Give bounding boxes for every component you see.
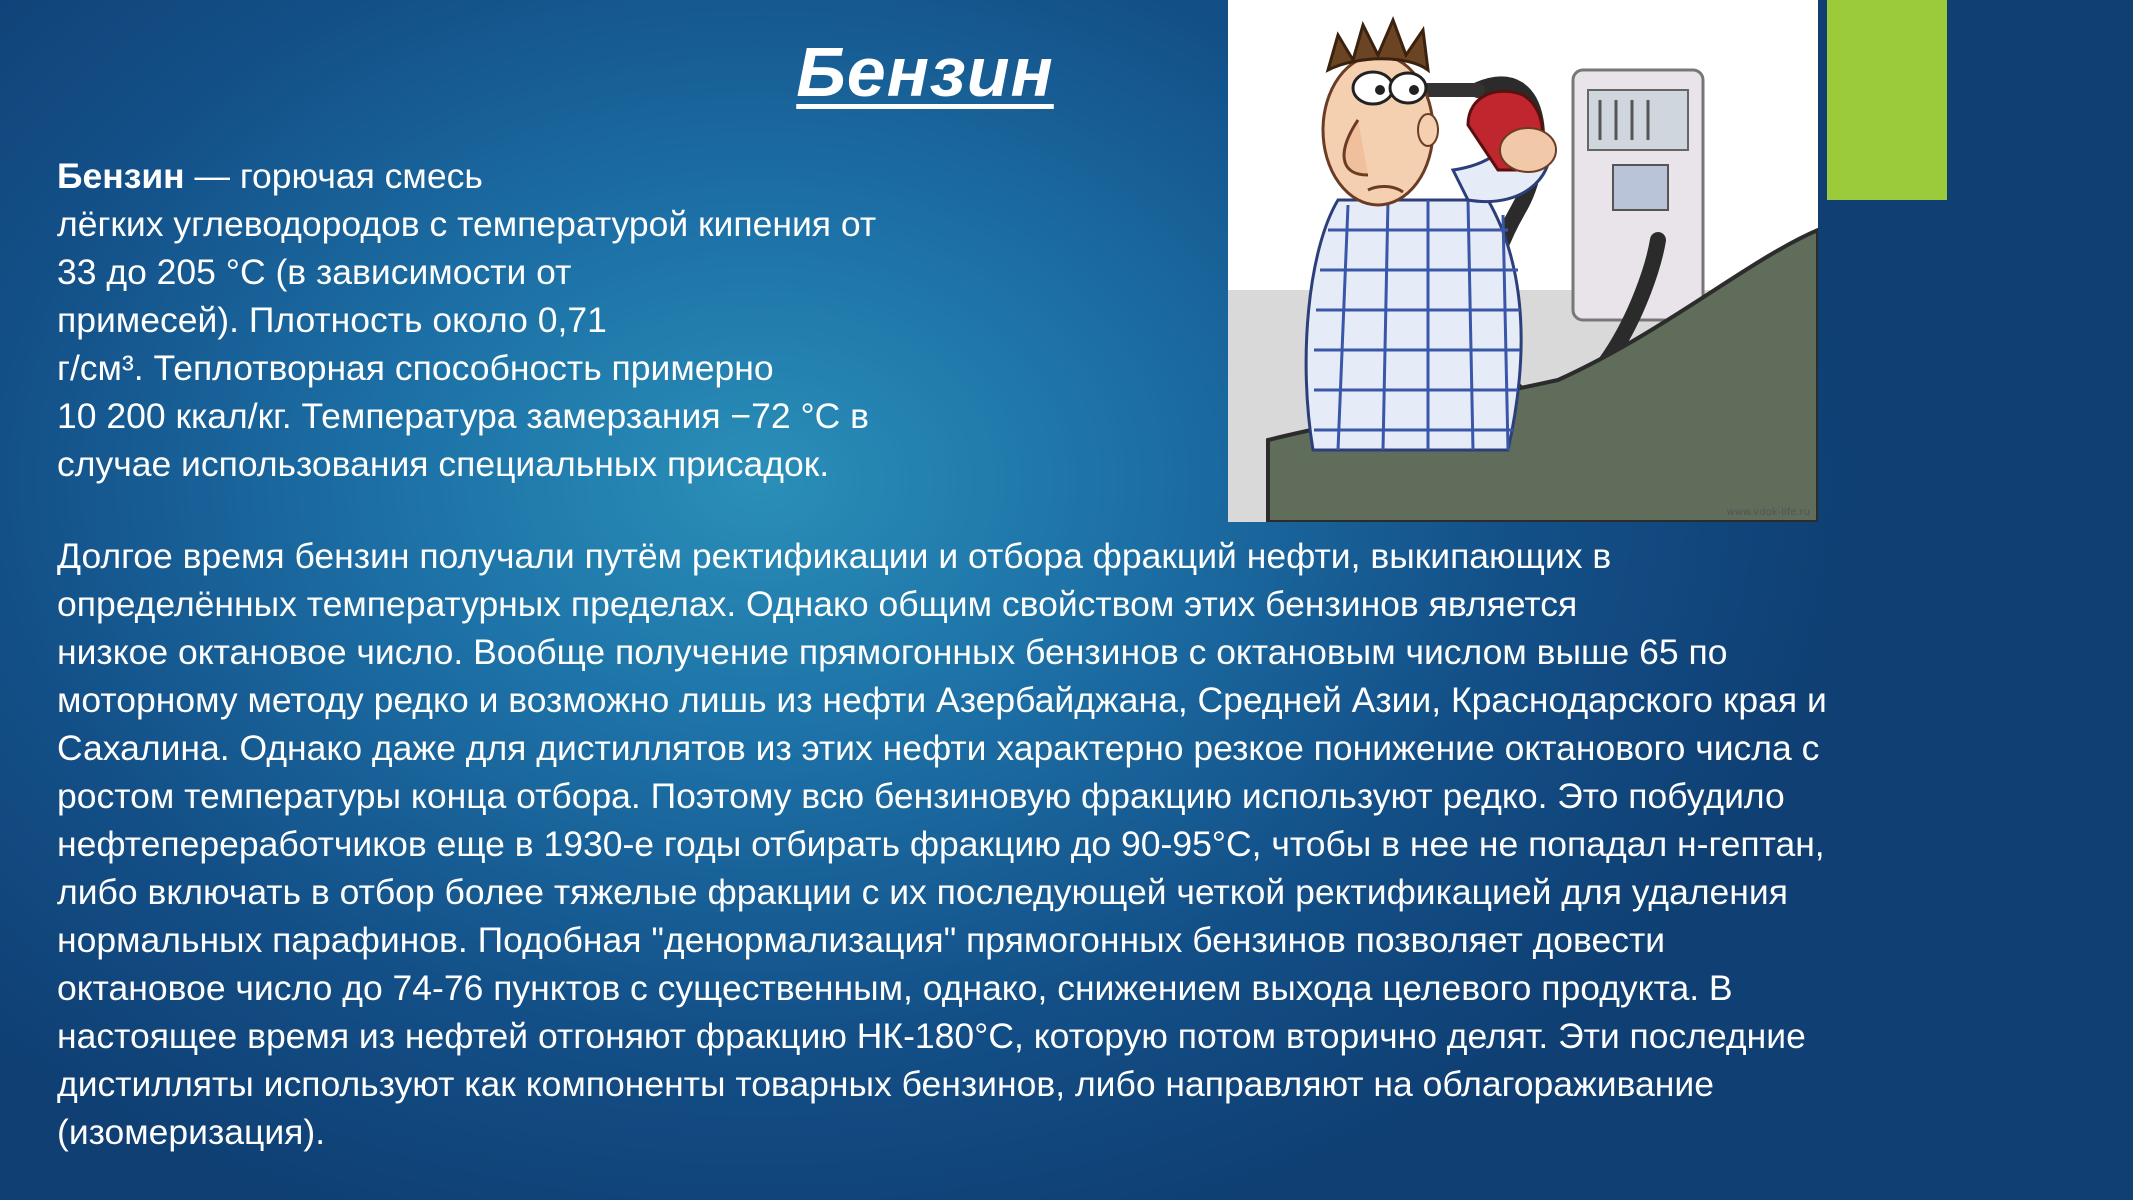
body-line: настоящее время из нефтей отгоняют фракцию НК-180°С, которую потом вторично делят. Эти последние — [57, 1016, 1806, 1056]
body-line: октановое число до 74-76 пунктов с существенным, однако, снижением выхода целевого продукта. В — [57, 968, 1733, 1008]
body-paragraph — [57, 532, 2097, 1156]
lead-line: 10 200 ккал/кг. Температура замерзания −72 °C в — [57, 396, 870, 436]
body-line: Сахалина. Однако даже для дистиллятов из этих нефти характерно резкое понижение октанового числа с — [57, 728, 1820, 768]
lead-line-1 — [57, 152, 1057, 200]
lead-line: г/см³. Теплотворная способность примерно — [57, 348, 774, 388]
body-line: либо включать в отбор более тяжелые фракции с их последующей четкой ректификацией для удаления — [57, 872, 1788, 912]
lead-line-1-rest: — горючая смесь — [184, 156, 483, 196]
body-line: моторному методу редко и возможно лишь из нефти Азербайджана, Средней Азии, Краснодарского края и — [57, 680, 1827, 720]
accent-bar — [1827, 0, 1947, 200]
body-line: дистилляты используют как компоненты товарных бензинов, либо направляют на облагораживание — [57, 1064, 1714, 1104]
lead-term: Бензин — [57, 156, 185, 196]
slide-title: Бензин — [796, 33, 1054, 111]
lead-line: 33 до 205 °C (в зависимости от — [57, 252, 572, 292]
illustration-watermark: www.vdok-life.ru — [1726, 507, 1810, 518]
cartoon-man-with-fuel-nozzle-image — [1228, 0, 1818, 522]
body-line: нефтепереработчиков еще в 1930-е годы отбирать фракцию до 90-95°С, чтобы в нее не попадал н-гептан, — [57, 824, 1825, 864]
body-line: определённых температурных пределах. Однако общим свойством этих бензинов является — [57, 584, 1578, 624]
body-line: ростом температуры конца отбора. Поэтому всю бензиновую фракцию используют редко. Это побудило — [57, 776, 1785, 816]
body-line: Долгое время бензин получали путём ректификации и отбора фракций нефти, выкипающих в — [57, 536, 1612, 576]
lead-line: лёгких углеводородов с температурой кипения от — [57, 204, 877, 244]
lead-line: случае использования специальных присадок. — [57, 444, 830, 484]
body-line: нормальных парафинов. Подобная "денормализация" прямогонных бензинов позволяет довести — [57, 920, 1666, 960]
lead-line: примесей). Плотность около 0,71 — [57, 300, 607, 340]
body-line: низкое октановое число. Вообще получение прямогонных бензинов с октановым числом выше 65 по — [57, 632, 1728, 672]
body-line: (изомеризация). — [57, 1112, 326, 1152]
lead-paragraph — [57, 152, 1057, 488]
cartoon-illustration — [1228, 0, 1818, 522]
